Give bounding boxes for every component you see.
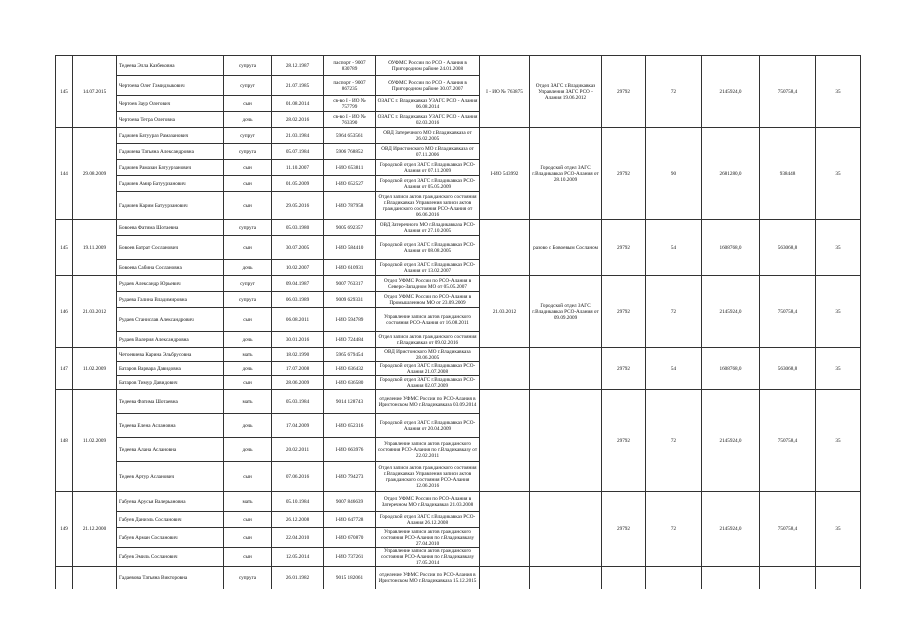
housing-cost: 2145924,0 — [702, 276, 760, 348]
member-name: Тедеева Фатима Шотаевна — [117, 390, 224, 414]
marriage-certificate — [480, 348, 530, 390]
member-relation: сын — [224, 176, 272, 192]
member-birth-date: 17.04.2009 — [272, 414, 324, 438]
subsidy-amount: 750758,4 — [760, 276, 816, 348]
member-document: I-ИО 663976 — [324, 438, 376, 462]
member-document: 9009 629331 — [324, 292, 376, 308]
family-number: 148 — [56, 390, 73, 492]
subsidy-amount: 750758,4 — [760, 390, 816, 492]
marriage-certificate — [480, 567, 530, 589]
member-relation: сын — [224, 96, 272, 112]
member-birth-date: 01.05.2009 — [272, 176, 324, 192]
registration-date: 11.02.2009 — [73, 348, 117, 390]
member-name: Четоевиева Карина Эльбрусовна — [117, 348, 224, 362]
family-number: 149 — [56, 492, 73, 567]
member-birth-date: 12.05.2014 — [272, 548, 324, 567]
member-document: I-ИО 584410 — [324, 236, 376, 260]
housing-area: 72 — [646, 56, 702, 128]
member-relation: дочь — [224, 260, 272, 276]
housing-area: 54 — [646, 348, 702, 390]
member-birth-date: 05.03.1980 — [272, 220, 324, 236]
member-relation: дочь — [224, 362, 272, 376]
member-document: 5964 653561 — [324, 128, 376, 144]
member-relation: супруга — [224, 292, 272, 308]
housing-area: 72 — [646, 276, 702, 348]
family-member-row — [56, 276, 861, 292]
member-birth-date: 26.12.2008 — [272, 512, 324, 528]
member-birth-date: 20.02.2011 — [272, 438, 324, 462]
document-issued-by: ОВД Затеречного МО г.Владикавказа от 26.02.2005 — [376, 128, 480, 144]
document-issued-by: ОВД Иристонского МО г.Владикавказа от 07.11.2006 — [376, 144, 480, 160]
member-birth-date: 22.04.2010 — [272, 528, 324, 548]
member-name: Гаджиев Амир Батуурзанович — [117, 176, 224, 192]
region-code: 29792 — [602, 128, 646, 220]
document-page — [55, 55, 841, 589]
family-number: 145 — [56, 56, 73, 128]
registry-office: Городской отдел ЗАГС г.Владикавказ РСО-Алания от 09.09.2009 — [530, 276, 602, 348]
family-member-row — [56, 128, 861, 144]
family-member-row — [56, 220, 861, 236]
member-document: 5906 768852 — [324, 144, 376, 160]
member-birth-date: 11.10.2007 — [272, 160, 324, 176]
housing-area: 72 — [646, 492, 702, 567]
member-relation: сын — [224, 512, 272, 528]
family-registry-table — [55, 55, 861, 589]
family-number: 145 — [56, 220, 73, 276]
document-issued-by: Городской отдел ЗАГС г.Владикавказ РСО-Алания от 07.11.2009 — [376, 160, 480, 176]
document-issued-by: Городской отдел ЗАГС г.Владикавказ РСО-Алания 26.12.2008 — [376, 512, 480, 528]
document-issued-by: Отдел записи актов гражданского состояния г.Владикавказ Управления записи актов гражданского состояния РСО-Алания от 06.06.2016 — [376, 192, 480, 220]
document-issued-by: Городской отдел ЗАГС г.Владикавказ РСО-Алания от 05.05.2009 — [376, 176, 480, 192]
registry-office: разово с Бовоевым Сосланом — [530, 220, 602, 276]
member-name: Габуев Даниэль Сосланович — [117, 512, 224, 528]
document-issued-by: ОУФМС России по РСО - Алания в Пригородном районе 30.07.2007 — [376, 76, 480, 96]
housing-area: 54 — [646, 220, 702, 276]
housing-area: 72 — [646, 390, 702, 492]
member-relation: дочь — [224, 112, 272, 128]
member-name: Рудаев Александр Юрьевич — [117, 276, 224, 292]
member-document: I-ИО 787958 — [324, 192, 376, 220]
member-name: Чертоева Тетра Олеговна — [117, 112, 224, 128]
member-birth-date: 17.07.2008 — [272, 362, 324, 376]
document-issued-by: ОЗАГС г. Владикавказ УЗАГС РСО - Алания 02.03.2016 — [376, 112, 480, 128]
member-name: Чертоев Заур Олегович — [117, 96, 224, 112]
member-name: Гаджиев Карим Батуурзанович — [117, 192, 224, 220]
member-name: Габуева Арусья Валерьановна — [117, 492, 224, 512]
member-relation: сын — [224, 548, 272, 567]
member-document: 5965 679454 — [324, 348, 376, 362]
member-document: I-ИО 653811 — [324, 160, 376, 176]
member-name: Тедеева Елена Аслановна — [117, 414, 224, 438]
member-document: I-ИО 594789 — [324, 308, 376, 332]
member-document: I-ИО 610931 — [324, 260, 376, 276]
member-document: 9007 846639 — [324, 492, 376, 512]
member-document: св-во I - ИО № 763390 — [324, 112, 376, 128]
member-birth-date: 21.03.1984 — [272, 128, 324, 144]
document-issued-by: Отдел УФМС России по РСО-Алания в Промышленном МО от 23.09.2009 — [376, 292, 480, 308]
member-document: паспорт - 9007 867235 — [324, 76, 376, 96]
age-limit: 35 — [816, 492, 861, 567]
family-member-row — [56, 390, 861, 414]
member-document: I-ИО 737261 — [324, 548, 376, 567]
member-relation: супруга — [224, 144, 272, 160]
member-relation: сын — [224, 192, 272, 220]
marriage-certificate: I - ИО № 763875 — [480, 56, 530, 128]
marriage-certificate — [480, 492, 530, 567]
family-number: 147 — [56, 348, 73, 390]
subsidy-amount: 750758,4 — [760, 492, 816, 567]
marriage-certificate: 21.03.2012 — [480, 276, 530, 348]
member-birth-date: 09.04.1987 — [272, 276, 324, 292]
member-name: Тедеев Артур Асланович — [117, 462, 224, 492]
region-code: 29792 — [602, 56, 646, 128]
member-relation: сын — [224, 462, 272, 492]
document-issued-by: ОВД Иристонского МО г.Владикавказа 28.06.2005 — [376, 348, 480, 362]
registration-date: 21.12.2000 — [73, 492, 117, 567]
member-birth-date: 10.02.2007 — [272, 260, 324, 276]
family-number: 146 — [56, 276, 73, 348]
housing-cost: 2145924,0 — [702, 56, 760, 128]
member-relation: сын — [224, 236, 272, 260]
age-limit: 35 — [816, 56, 861, 128]
document-issued-by: Управление записи актов гражданского состояния РСО-Алания по г.Владикавказу 17.05.2014 — [376, 548, 480, 567]
member-relation: сын — [224, 160, 272, 176]
member-document: 9014 128743 — [324, 390, 376, 414]
document-issued-by: отделение УФМС России по РСО-Алания в Иристонском МО г.Владикавказа 15.12.2015 — [376, 567, 480, 589]
family-number — [56, 567, 73, 589]
member-document: 9015 182061 — [324, 567, 376, 589]
marriage-certificate: I-ИО 543992 — [480, 128, 530, 220]
member-document: I-ИО 652316 — [324, 414, 376, 438]
member-birth-date: 28.02.2016 — [272, 112, 324, 128]
age-limit — [816, 567, 861, 589]
subsidy-amount: 563068,8 — [760, 348, 816, 390]
member-birth-date: 06.03.1989 — [272, 292, 324, 308]
housing-cost: 2145924,0 — [702, 492, 760, 567]
member-birth-date: 05.03.1984 — [272, 390, 324, 414]
document-issued-by: Управление записи актов гражданского состояния РСО-Алания по г.Владикавказу 27.04.2010 — [376, 528, 480, 548]
member-relation: супруга — [224, 56, 272, 76]
age-limit: 35 — [816, 276, 861, 348]
member-relation: супруга — [224, 220, 272, 236]
family-member-row — [56, 567, 861, 589]
member-relation: супруг — [224, 128, 272, 144]
member-document: I-ИО 636432 — [324, 362, 376, 376]
housing-cost: 2145924,0 — [702, 390, 760, 492]
family-member-row — [56, 348, 861, 362]
member-relation: дочь — [224, 332, 272, 348]
family-member-row — [56, 56, 861, 76]
family-member-row — [56, 492, 861, 512]
member-document: I-ИО 652527 — [324, 176, 376, 192]
member-document: I-ИО 647728 — [324, 512, 376, 528]
member-name: Гадаевова Татьяна Викторовна — [117, 567, 224, 589]
member-document: I-ИО 670870 — [324, 528, 376, 548]
document-issued-by: Управление записи актов гражданского состояния РСО-Алания по г.Владикавказу от 22.02.2011 — [376, 438, 480, 462]
document-issued-by: Управление записи актов гражданского состояния РСО-Алания от 16.08.2011 — [376, 308, 480, 332]
subsidy-amount: 563068,8 — [760, 220, 816, 276]
age-limit: 35 — [816, 348, 861, 390]
member-birth-date: 06.08.2011 — [272, 308, 324, 332]
document-issued-by: Отдел записи актов гражданского состояния г.Владикавказ Управления записи актов гражданского состояния РСО-Алания 12.06.2016 — [376, 462, 480, 492]
registry-office — [530, 348, 602, 390]
document-issued-by: Городской отдел ЗАГС г.Владикавказ РСО-Алания 02.07.2009 — [376, 376, 480, 390]
region-code: 29792 — [602, 276, 646, 348]
region-code: 29792 — [602, 220, 646, 276]
document-issued-by: ОВД Затеречного МО г.Владикавказа РСО-Алания от 27.10.2005 — [376, 220, 480, 236]
registration-date: 19.11.2009 — [73, 220, 117, 276]
member-birth-date: 28.06.2009 — [272, 376, 324, 390]
housing-cost: 2681280,0 — [702, 128, 760, 220]
housing-cost — [702, 567, 760, 589]
member-birth-date: 28.12.1987 — [272, 56, 324, 76]
housing-area: 90 — [646, 128, 702, 220]
member-document: I-ИО 794273 — [324, 462, 376, 492]
member-birth-date: 05.10.1984 — [272, 492, 324, 512]
member-name: Бовоев Батрат Сосланович — [117, 236, 224, 260]
document-issued-by: Городской отдел ЗАГС г.Владикавказ РСО-Алания от 13.02.2007 — [376, 260, 480, 276]
housing-cost: 1608768,0 — [702, 220, 760, 276]
member-document: 9005 692357 — [324, 220, 376, 236]
document-issued-by: Городской отдел ЗАГС г.Владикавказ РСО-Алания 21.07.2008 — [376, 362, 480, 376]
member-birth-date: 29.05.2016 — [272, 192, 324, 220]
member-relation: мать — [224, 348, 272, 362]
member-birth-date: 30.07.2005 — [272, 236, 324, 260]
member-name: Чертоева Олег Гамидзыкович — [117, 76, 224, 96]
member-birth-date: 05.07.1984 — [272, 144, 324, 160]
registry-office — [530, 567, 602, 589]
document-issued-by: ОЗАГС г. Владикавказ УЗАГС РСО - Алания 06.08.2014 — [376, 96, 480, 112]
registration-date: 11.02.2009 — [73, 390, 117, 492]
region-code: 29792 — [602, 492, 646, 567]
registration-date: 14.07.2015 — [73, 56, 117, 128]
marriage-certificate — [480, 390, 530, 492]
member-document: св-во I - ИО № 757799 — [324, 96, 376, 112]
member-name: Батаров Тимур Давидович — [117, 376, 224, 390]
member-relation: супруга — [224, 567, 272, 589]
document-issued-by: Городской отдел ЗАГС г.Владикавказ РСО-Алания от 08.08.2005 — [376, 236, 480, 260]
housing-area — [646, 567, 702, 589]
registry-office — [530, 390, 602, 492]
subsidy-amount — [760, 567, 816, 589]
document-issued-by: Отдел записи актов гражданского состояния г.Владикавказ от 09.02.2016 — [376, 332, 480, 348]
document-issued-by: ОУФМС России по РСО - Алания в Пригородном районе 24.01.2008 — [376, 56, 480, 76]
member-birth-date: 01.08.2014 — [272, 96, 324, 112]
member-relation: мать — [224, 492, 272, 512]
marriage-certificate — [480, 220, 530, 276]
member-name: Гаджиев Батуураз Рамазанович — [117, 128, 224, 144]
member-name: Батаров Варвара Давидовна — [117, 362, 224, 376]
registration-date — [73, 567, 117, 589]
member-name: Габуев Арман Сосланович — [117, 528, 224, 548]
member-document: I-ИО 724484 — [324, 332, 376, 348]
member-relation: мать — [224, 390, 272, 414]
member-birth-date: 21.07.1985 — [272, 76, 324, 96]
region-code — [602, 567, 646, 589]
member-relation: супруг — [224, 76, 272, 96]
member-name: Рудаева Галина Владимировна — [117, 292, 224, 308]
member-name: Гаджиева Татьяна Александровна — [117, 144, 224, 160]
member-birth-date: 30.01.2016 — [272, 332, 324, 348]
member-name: Тедеева Элла Казбековна — [117, 56, 224, 76]
document-issued-by: Городской отдел ЗАГС г.Владикавказ РСО-Алания от 20.04.2009 — [376, 414, 480, 438]
member-name: Гаджиев Рамазан Батуурзанович — [117, 160, 224, 176]
registration-date: 29.08.2009 — [73, 128, 117, 220]
member-name: Рудаев Станислав Александрович — [117, 308, 224, 332]
member-name: Бовоева Сабина Сослановна — [117, 260, 224, 276]
document-issued-by: Отдел УФМС России по РСО-Алания в Северо-Западном МО от 05.05.2007 — [376, 276, 480, 292]
member-document: паспорт - 9007 830789 — [324, 56, 376, 76]
registration-date: 21.03.2012 — [73, 276, 117, 348]
member-birth-date: 26.01.1982 — [272, 567, 324, 589]
registry-office: Отдел ЗАГС г.Владикавказ Управления ЗАГС РСО - Алания 19.06.2012 — [530, 56, 602, 128]
member-birth-date: 07.06.2016 — [272, 462, 324, 492]
member-name: Бовоева Фатима Шотаевна — [117, 220, 224, 236]
member-name: Рудаев Валерия Александровна — [117, 332, 224, 348]
member-relation: дочь — [224, 438, 272, 462]
region-code: 29792 — [602, 390, 646, 492]
subsidy-amount: 750758,4 — [760, 56, 816, 128]
family-number: 144 — [56, 128, 73, 220]
member-name: Габуев Эмиль Сосланович — [117, 548, 224, 567]
region-code: 29792 — [602, 348, 646, 390]
subsidy-amount: 938448 — [760, 128, 816, 220]
age-limit: 35 — [816, 220, 861, 276]
member-name: Тедеева Алана Аслановна — [117, 438, 224, 462]
member-document: I-ИО 636580 — [324, 376, 376, 390]
document-issued-by: отделение УФМС России по РСО-Алания в Иристонском МО г.Владикавказа 03.09.2014 — [376, 390, 480, 414]
member-relation: супруг — [224, 276, 272, 292]
member-relation: сын — [224, 308, 272, 332]
registry-office — [530, 492, 602, 567]
housing-cost: 1608768,0 — [702, 348, 760, 390]
document-issued-by: Отдел УФМС России по РСО-Алания в Затеречном МО г.Владикавказ 21.03.2008 — [376, 492, 480, 512]
member-relation: дочь — [224, 414, 272, 438]
registry-office: Городской отдел ЗАГС г.Владикавказ РСО-Алания от 28.10.2009 — [530, 128, 602, 220]
age-limit: 35 — [816, 390, 861, 492]
member-relation: сын — [224, 528, 272, 548]
age-limit: 35 — [816, 128, 861, 220]
member-birth-date: 18.02.1990 — [272, 348, 324, 362]
member-relation: сын — [224, 376, 272, 390]
member-document: 9007 763317 — [324, 276, 376, 292]
